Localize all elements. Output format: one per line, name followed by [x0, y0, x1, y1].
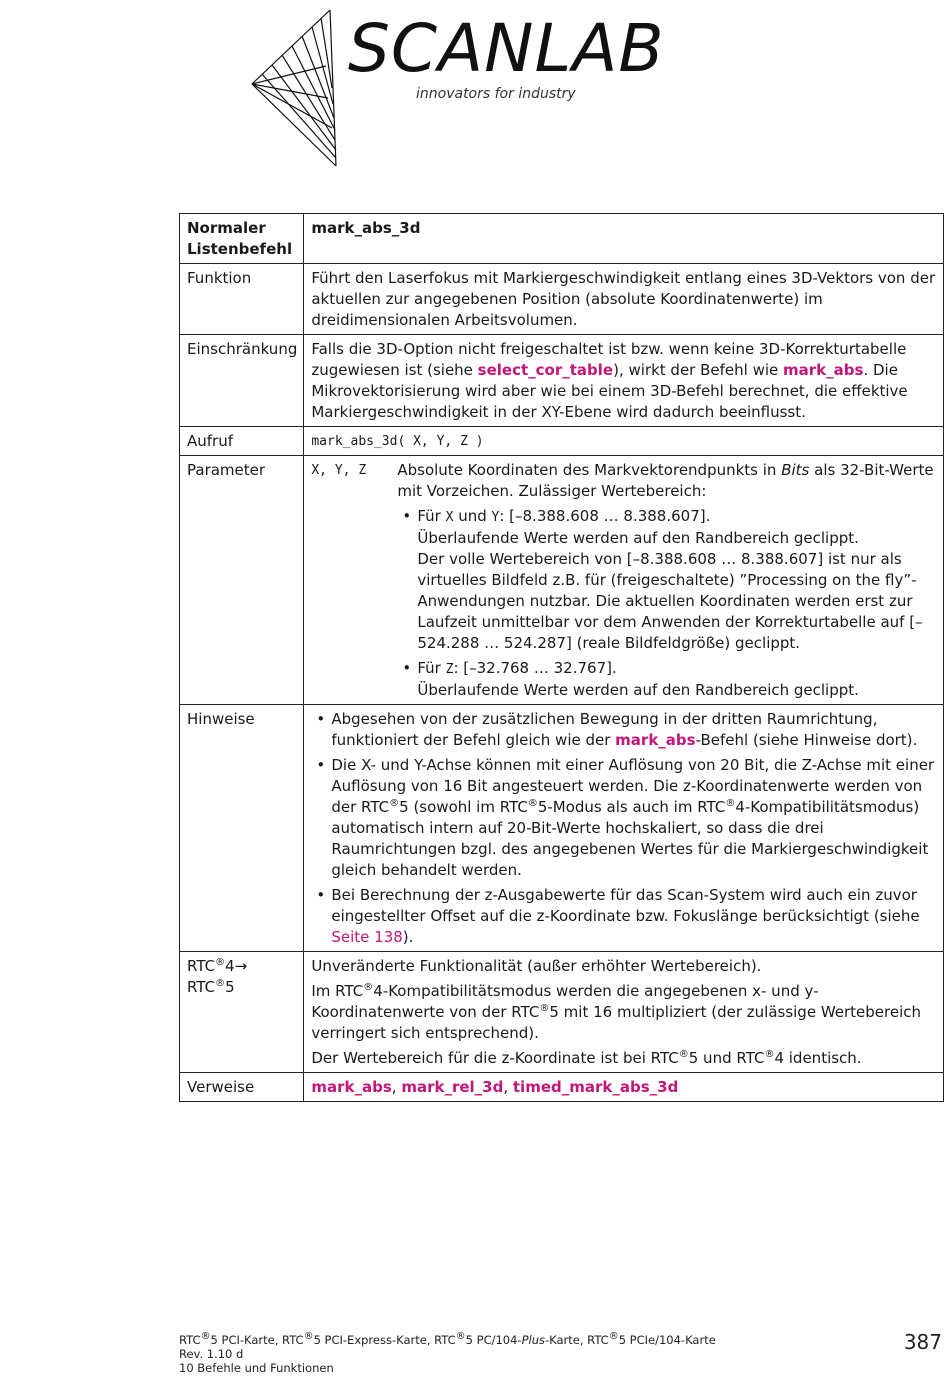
list-item: • Für Z: [–32.768 … 32.767]. Überlaufende Werte werden auf den Randbereich geclippt. [397, 658, 937, 701]
param-range-list [397, 506, 937, 701]
link-mark-abs[interactable]: mark_abs [311, 1078, 392, 1096]
row-parameter [180, 456, 944, 705]
aufruf-label: Aufruf [180, 427, 304, 456]
list-item: • Bei Berechnung der z-Ausgabewerte für das Scan-System wird auch ein zuvor eingestellter Offset auf die z-Koordinate bzw. Fokuslänge berücksichtigt (siehe Seite 138). [311, 885, 937, 948]
row-einschraenkung [180, 335, 944, 427]
parameter-cell [304, 456, 944, 705]
einschraenkung-label: Einschränkung [180, 335, 304, 427]
page-number: 387 [903, 1330, 942, 1354]
brand-name: SCANLAB [348, 10, 665, 87]
verweise-label: Verweise [180, 1073, 304, 1102]
link-mark-abs[interactable]: mark_abs [615, 731, 696, 749]
aufruf-code: mark_abs_3d( X, Y, Z ) [304, 427, 944, 456]
funktion-label: Funktion [180, 264, 304, 335]
list-item: • Für X und Y: [–8.388.608 … 8.388.607]. Überlaufende Werte werden auf den Randbereich geclippt. Der volle Wertebereich von [–8.388.608 … 8.388.607] ist nur als virtuelles Bildfeld z.B. für (freigeschaltete) ”Processing on the fly”-Anwendungen nutzbar. Die aktuellen Koordinaten werden erst zur Laufzeit unmittelbar vor dem Anwenden der Korrekturtabelle auf [–524.288 … 524.287] (reale Bildfeldgröße) geclippt. [397, 506, 937, 654]
page-footer [179, 1333, 716, 1375]
rtc-compat-text: Unveränderte Funktionalität (außer erhöhter Wertebereich). Im RTC®4-Kompatibilitätsmodus werden die angegebenen x- und y-Koordinatenwerte von der RTC®5 mit 16 multipliziert (der zulässige Wertebereich verringert sich entsprechend). Der Wertebereich für die z-Koordinate ist bei RTC®5 und RTC®4 identisch. [304, 952, 944, 1073]
brand-tagline: innovators for industry [416, 86, 576, 102]
link-timed-mark-abs-3d[interactable]: timed_mark_abs_3d [512, 1078, 679, 1096]
hinweise-list [311, 709, 937, 948]
hinweise-label: Hinweise [180, 705, 304, 952]
funktion-text: Führt den Laserfokus mit Markiergeschwindigkeit entlang eines 3D-Vektors von der aktuellen zur angegebenen Position (absolute Koordinatenwerte) im dreidimensionalen Arbeitsvolumen. [304, 264, 944, 335]
scanlab-logo [248, 8, 708, 178]
list-item: • Abgesehen von der zusätzlichen Bewegung in der dritten Raumrichtung, funktioniert der Befehl gleich wie der mark_abs-Befehl (siehe Hinweise dort). [311, 709, 937, 751]
command-name: mark_abs_3d [304, 214, 944, 264]
row-aufruf [180, 427, 944, 456]
verweise-links: mark_abs, mark_rel_3d, timed_mark_abs_3d [304, 1073, 944, 1102]
param-description: Absolute Koordinaten des Markvektorendpunkts in Bits als 32-Bit-Werte mit Vorzeichen. Zulässiger Wertebereich: • Für X und Y: [–8.388.608 … 8.388.607]. Überlaufende Werte werden auf den Randbereich geclippt. Der volle Wertebereich von [–8.388.608 … 8.388.607] ist nur als virtuelles Bildfeld z.B. für (freigeschaltete) ”Processing on the fly”-Anwendungen nutzbar. Die aktuellen Koordinaten werden erst zur Laufzeit unmittelbar vor dem Anwenden der Korrekturtabelle auf [–524.288 … 524.287] (reale Bildfeldgröße) geclippt. • Für Z: [–32.768 … 32.767]. Überlaufende Werte werden auf den Randbereich geclippt. [397, 460, 937, 701]
param-name: X, Y, Z [311, 463, 367, 478]
row-verweise [180, 1073, 944, 1102]
footer-chapter: 10 Befehle und Funktionen [179, 1361, 334, 1375]
row-hinweise [180, 705, 944, 952]
list-item: • Die X- und Y-Achse können mit einer Auflösung von 20 Bit, die Z-Achse mit einer Auflösung von 16 Bit angesteuert werden. Die z-Koordinatenwerte werden von der RTC®5 (sowohl im RTC®5-Modus als auch im RTC®4-Kompatibilitätsmodus) automatisch intern auf 20-Bit-Werte hochskaliert, so dass die drei Raumrichtungen bzgl. des angegebenen Wertes für die Markiergeschwindigkeit gleich behandelt werden. [311, 755, 937, 881]
row-header [180, 214, 944, 264]
row-funktion [180, 264, 944, 335]
einschraenkung-text: Falls die 3D-Option nicht freigeschaltet ist bzw. wenn keine 3D-Korrekturtabelle zugewiesen ist (siehe select_cor_table), wirkt der Befehl wie mark_abs. Die Mikrovektorisierung wird aber wie bei einem 3D-Befehl berechnet, die effektive Markiergeschwindigkeit in der XY-Ebene wird dadurch beeinflusst. [304, 335, 944, 427]
parameter-label: Parameter [180, 456, 304, 705]
link-seite-138[interactable]: Seite 138 [331, 928, 403, 946]
row-rtc-compat [180, 952, 944, 1073]
link-mark-abs[interactable]: mark_abs [783, 361, 864, 379]
command-table [179, 213, 944, 1102]
header-label: Normaler Listenbefehl [180, 214, 304, 264]
rtc-compat-label: RTC®4→ RTC®5 [180, 952, 304, 1073]
link-select-cor-table[interactable]: select_cor_table [477, 361, 614, 379]
footer-product-line: RTC®5 PCI-Karte, RTC®5 PCI-Express-Karte, RTC®5 PC/104-Plus-Karte, RTC®5 PCIe/104-Karte [179, 1331, 716, 1347]
link-mark-rel-3d[interactable]: mark_rel_3d [401, 1078, 504, 1096]
hinweise-cell [304, 705, 944, 952]
footer-revision: Rev. 1.10 d [179, 1347, 244, 1361]
